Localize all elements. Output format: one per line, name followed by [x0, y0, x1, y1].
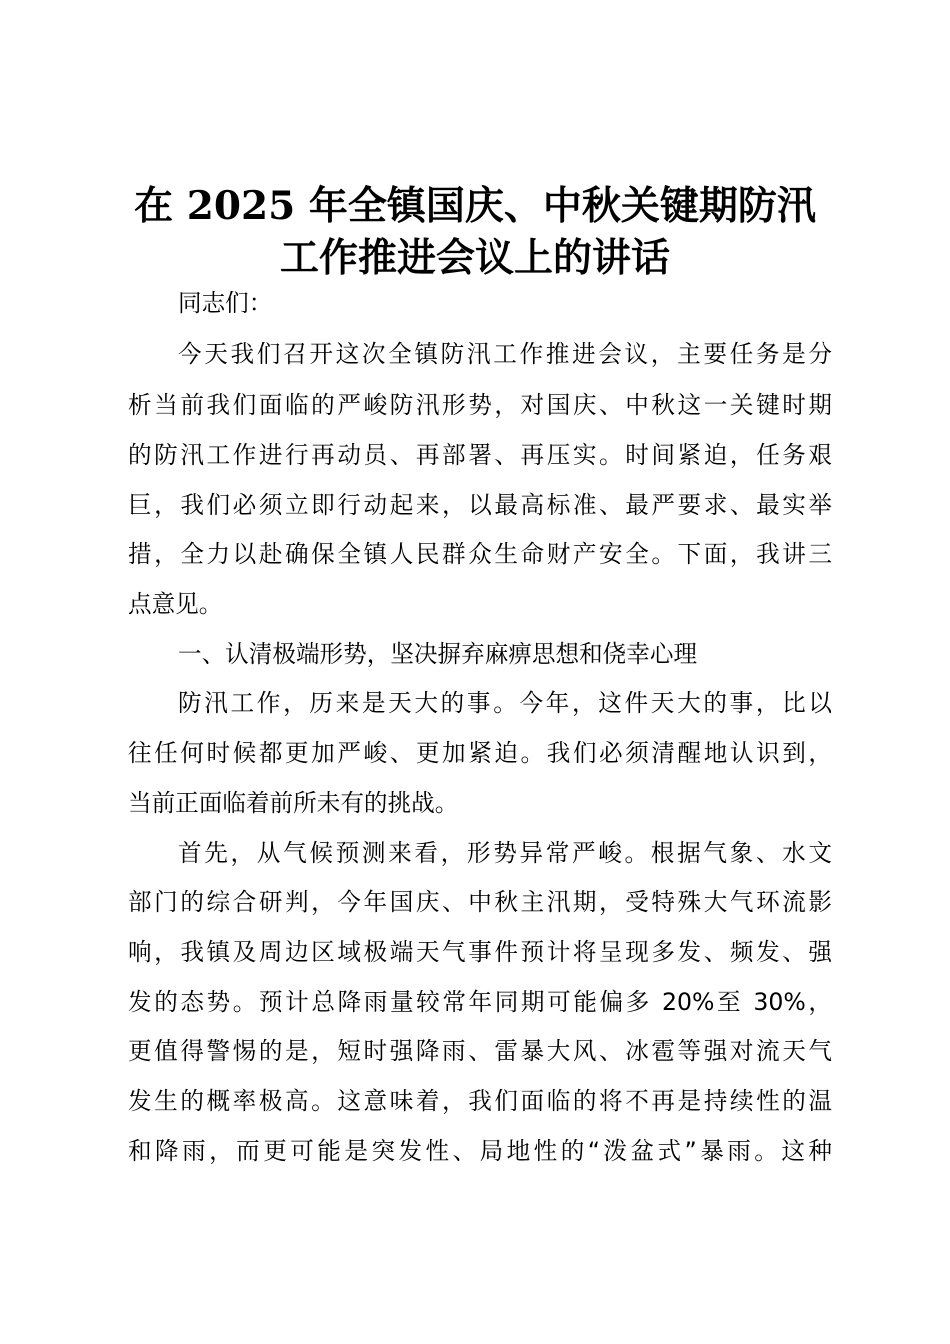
paragraph-line: 部门的综合研判，今年国庆、中秋主汛期，受特殊大气环流影: [128, 888, 832, 916]
paragraph-line: 往任何时候都更加严峻、更加紧迫。我们必须清醒地认识到，: [128, 739, 832, 767]
paragraph-line: 首先，从气候预测来看，形势异常严峻。根据气象、水文: [178, 839, 832, 867]
paragraph-line: 点意见。: [128, 590, 223, 618]
paragraph-line: 防汛工作，历来是天大的事。今年，这件天大的事，比以: [178, 689, 832, 717]
paragraph-line: 和降雨，而更可能是突发性、局地性的“泼盆式”暴雨。这种: [128, 1137, 832, 1165]
section-heading: 一、认清极端形势，坚决摒弃麻痹思想和侥幸心理: [178, 640, 698, 668]
document-title-line-1: 在 2025 年全镇国庆、中秋关键期防汛: [134, 183, 816, 229]
paragraph-line: 发的态势。预计总降雨量较常年同期可能偏多 20%至 30%，: [128, 988, 832, 1016]
paragraph-line: 更值得警惕的是，短时强降雨、雷暴大风、冰雹等强对流天气: [128, 1037, 832, 1065]
paragraph-line: 措，全力以赴确保全镇人民群众生命财产安全。下面，我讲三: [128, 540, 832, 568]
paragraph-line: 析当前我们面临的严峻防汛形势，对国庆、中秋这一关键时期: [128, 391, 832, 419]
paragraph-line: 发生的概率极高。这意味着，我们面临的将不再是持续性的温: [128, 1087, 832, 1115]
document-title-line-2: 工作推进会议上的讲话: [279, 235, 670, 281]
paragraph-line: 巨，我们必须立即行动起来，以最高标准、最严要求、最实举: [128, 491, 832, 519]
paragraph-line: 的防汛工作进行再动员、再部署、再压实。时间紧迫，任务艰: [128, 441, 832, 469]
paragraph-line: 响，我镇及周边区域极端天气事件预计将呈现多发、频发、强: [128, 938, 832, 966]
salutation: 同志们：: [178, 289, 273, 317]
paragraph-line: 当前正面临着前所未有的挑战。: [128, 789, 459, 817]
paragraph-line: 今天我们召开这次全镇防汛工作推进会议，主要任务是分: [178, 340, 832, 368]
